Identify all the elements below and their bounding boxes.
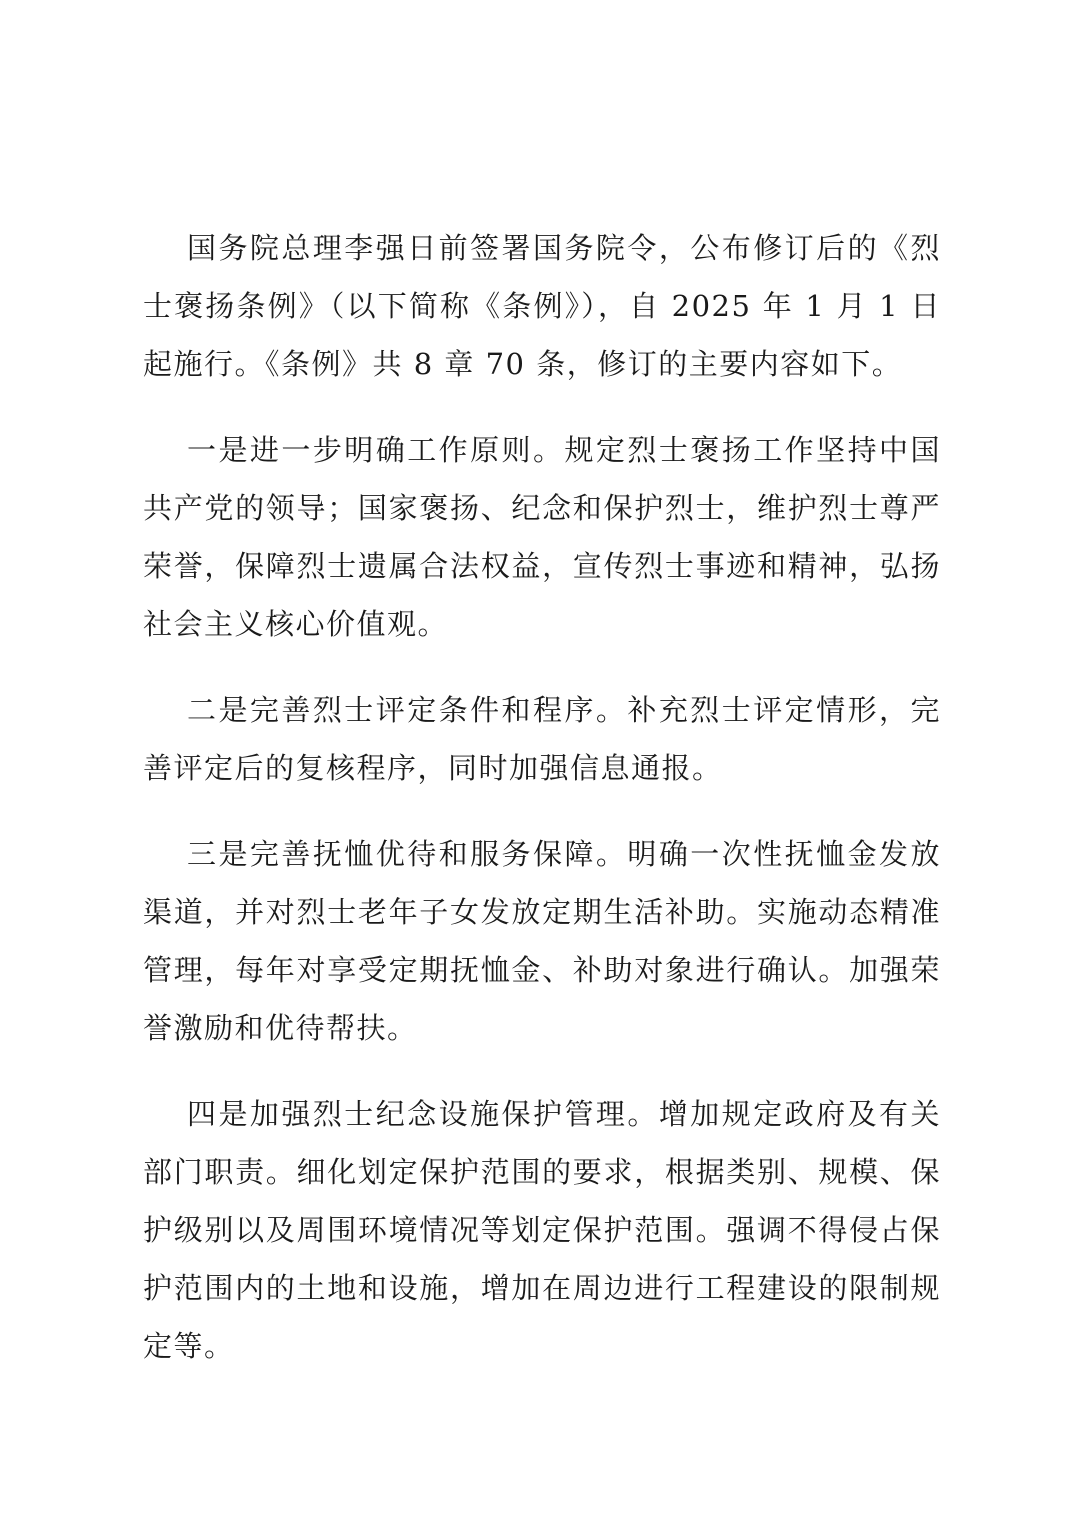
paragraph-point-2: 二是完善烈士评定条件和程序。补充烈士评定情形，完善评定后的复核程序，同时加强信息通报。 (143, 693, 941, 785)
paragraph-point-1: 一是进一步明确工作原则。规定烈士褒扬工作坚持中国共产党的领导；国家褒扬、纪念和保护烈士，维护烈士尊严荣誉，保障烈士遗属合法权益，宣传烈士事迹和精神，弘扬社会主义核心价值观。 (143, 433, 941, 641)
paragraph-point-4: 四是加强烈士纪念设施保护管理。增加规定政府及有关部门职责。细化划定保护范围的要求，根据类别、规模、保护级别以及周围环境情况等划定保护范围。强调不得侵占保护范围内的土地和设施，增加在周边进行工程建设的限制规定等。 (143, 1097, 941, 1363)
paragraph-point-3: 三是完善抚恤优待和服务保障。明确一次性抚恤金发放渠道，并对烈士老年子女发放定期生活补助。实施动态精准管理，每年对享受定期抚恤金、补助对象进行确认。加强荣誉激励和优待帮扶。 (143, 837, 941, 1045)
document-body (143, 219, 941, 1403)
paragraph-intro: 国务院总理李强日前签署国务院令，公布修订后的《烈士褒扬条例》（以下简称《条例》），自 2025 年 1 月 1 日起施行。《条例》共 8 章 70 条，修订的主要内容如下。 (143, 231, 941, 381)
